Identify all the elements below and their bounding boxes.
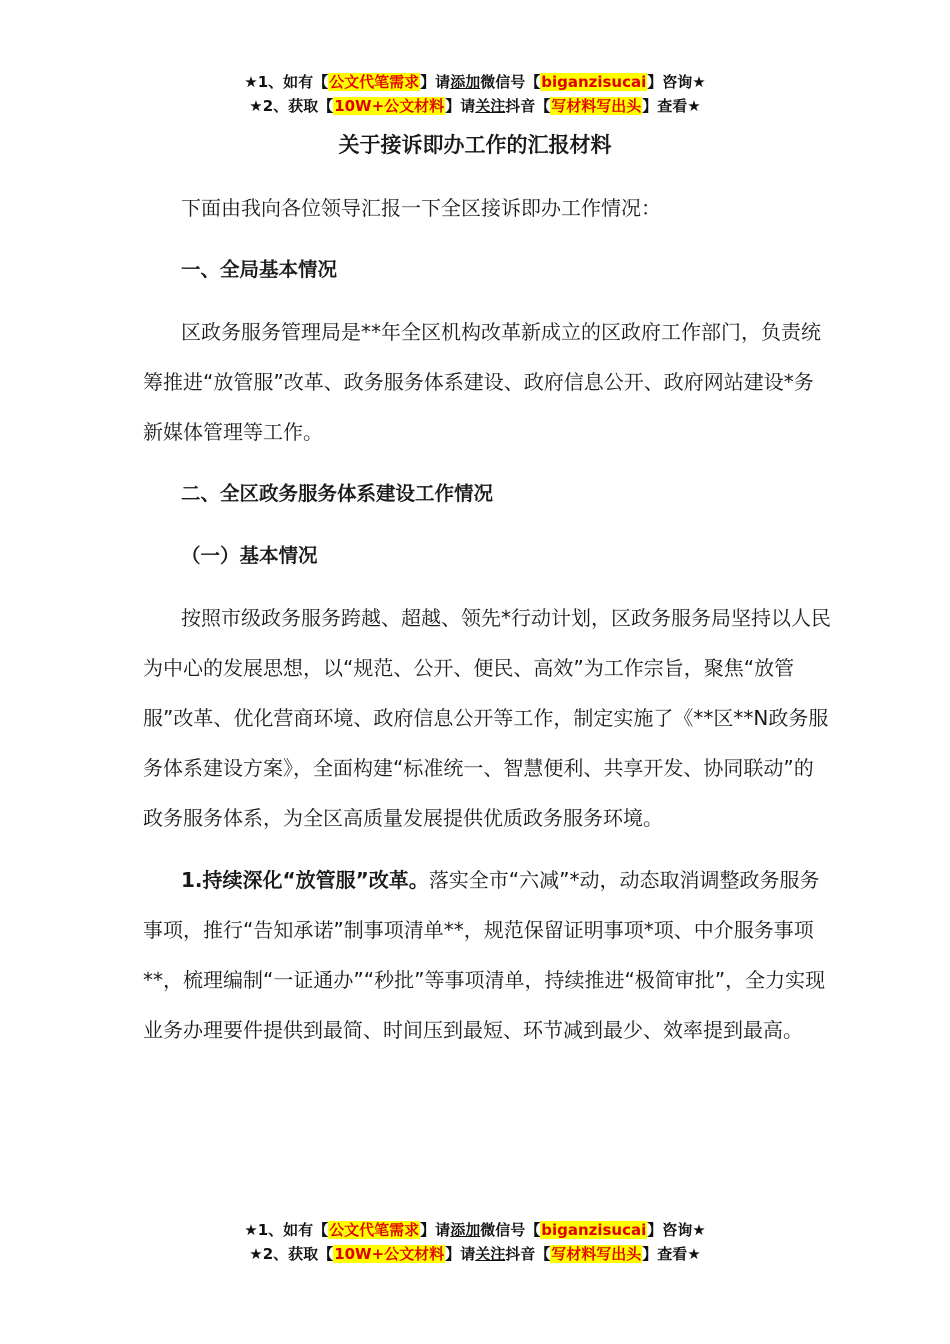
underlined-text: 关注 bbox=[475, 1245, 506, 1263]
section-1-heading: 一、全局基本情况 bbox=[181, 258, 338, 281]
subsection-1-paragraph: 按照市级政务服务跨越、超越、领先*行动计划，区政务服务局坚持以人民为中心的发展思想，以“规范、公开、便民、高效”为工作宗旨，聚焦“放管服”改革、优化营商环境、政府信息公开等工作，制定实施了《**区**N政务服务体系建设方案》，全面构建“标准统一、智慧便利、共享开发、协同联动”的政务服务体系，为全区高质量发展提供优质政务服务环境。 bbox=[143, 606, 831, 830]
footer-line-2: ★2、获取【10W+公文材料】请关注抖音【写材料写出头】查看★ bbox=[249, 1245, 701, 1263]
underlined-text: 关注 bbox=[475, 97, 506, 115]
document-body bbox=[143, 183, 833, 1055]
intro-paragraph: 下面由我向各位领导汇报一下全区接诉即办工作情况： bbox=[181, 196, 661, 220]
footer-banner bbox=[0, 1218, 950, 1266]
footer-line-1: ★1、如有【公文代笔需求】请添加微信号【biganzisucai】咨询★ bbox=[244, 1221, 706, 1239]
highlight-text: biganzisucai bbox=[541, 1221, 647, 1239]
banner-line-2: ★2、获取【10W+公文材料】请关注抖音【写材料写出头】查看★ bbox=[249, 97, 701, 115]
document-title: 关于接诉即办工作的汇报材料 bbox=[338, 133, 612, 157]
highlight-text: 写材料写出头 bbox=[551, 1245, 642, 1263]
section-2-heading: 二、全区政务服务体系建设工作情况 bbox=[181, 482, 494, 505]
item-1-paragraph bbox=[143, 855, 833, 1055]
item-1-lead: 1.持续深化“放管服”改革。 bbox=[181, 868, 429, 892]
highlight-text: 公文代笔需求 bbox=[329, 73, 420, 91]
header-banner bbox=[0, 70, 950, 118]
banner-line-1: ★1、如有【公文代笔需求】请添加微信号【biganzisucai】咨询★ bbox=[244, 73, 706, 91]
highlight-text: biganzisucai bbox=[541, 73, 647, 91]
underlined-text: 添加 bbox=[450, 1221, 481, 1239]
highlight-text: 写材料写出头 bbox=[551, 97, 642, 115]
highlight-text: 10W+公文材料 bbox=[334, 97, 445, 115]
highlight-text: 公文代笔需求 bbox=[329, 1221, 420, 1239]
underlined-text: 添加 bbox=[450, 73, 481, 91]
highlight-text: 10W+公文材料 bbox=[334, 1245, 445, 1263]
subsection-1-heading: （一）基本情况 bbox=[181, 544, 318, 567]
section-1-paragraph: 区政务服务管理局是**年全区机构改革新成立的区政府工作部门，负责统筹推进“放管服”改革、政务服务体系建设、政府信息公开、政府网站建设*务新媒体管理等工作。 bbox=[143, 320, 821, 444]
item-1-body: 落实全市“六减”*动，动态取消调整政务服务事项，推行“告知承诺”制事项清单**，规范保留证明事项*项、中介服务事项**，梳理编制“一证通办”“秒批”等事项清单，持续推进“极简审批”，全力实现业务办理要件提供到最简、时间压到最短、环节减到最少、效率提到最高。 bbox=[143, 868, 826, 1042]
